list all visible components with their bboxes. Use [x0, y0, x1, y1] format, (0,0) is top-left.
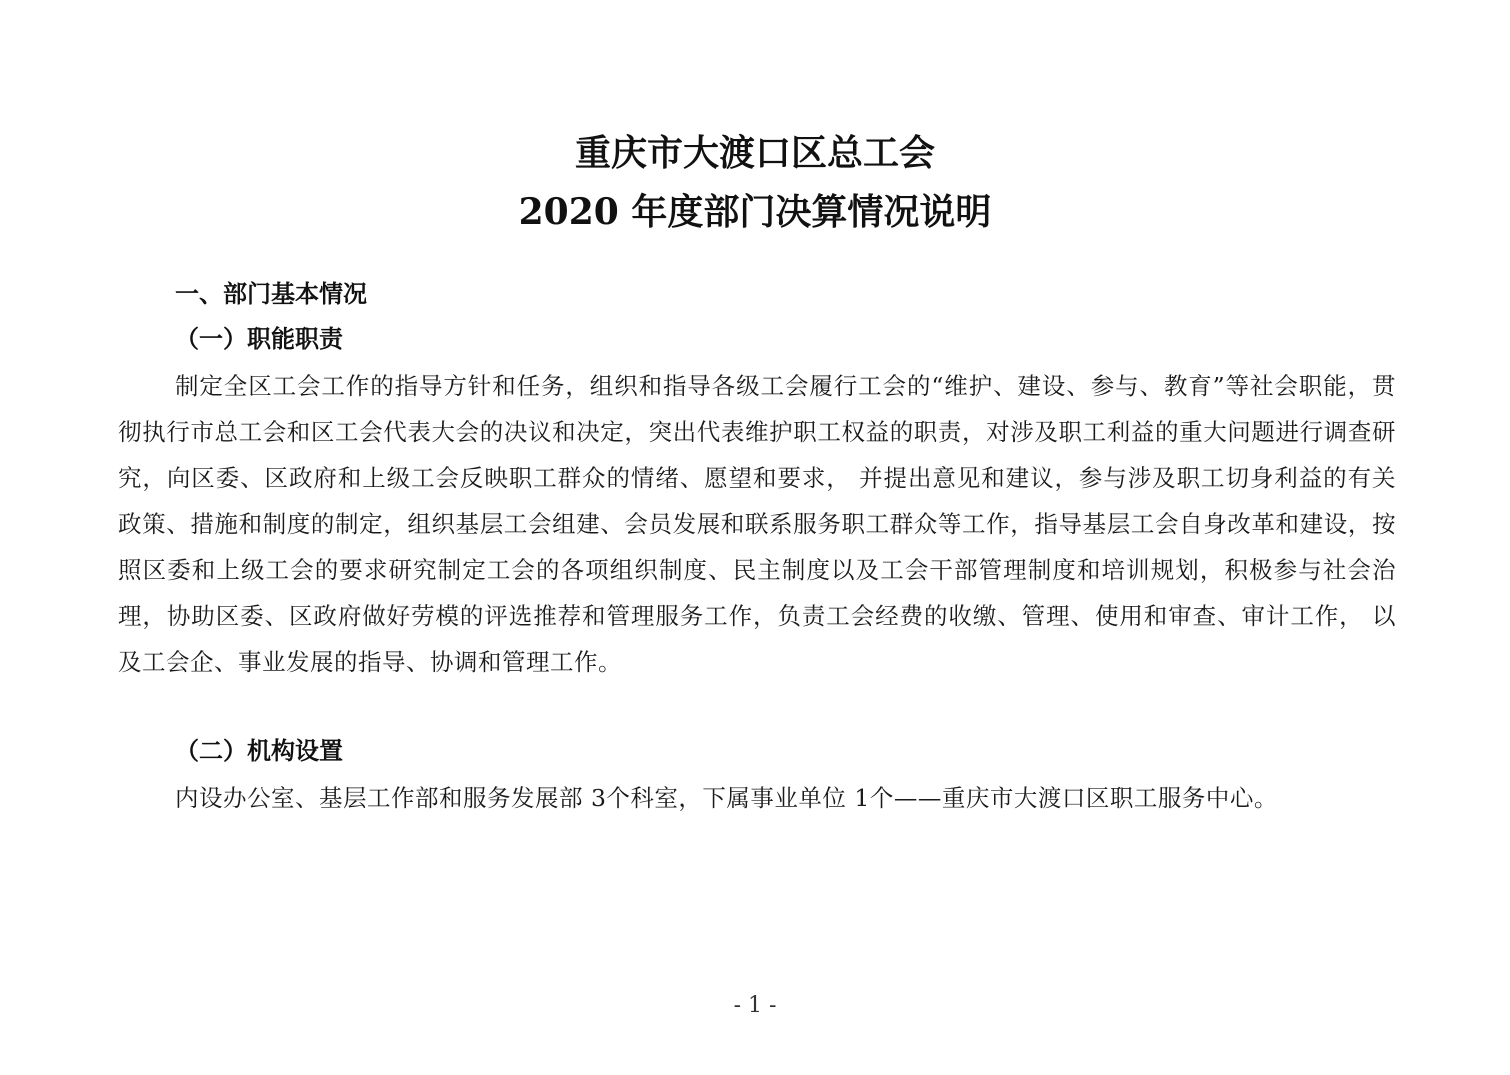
document-title-line2: 2020 年度部门决算情况说明: [518, 191, 992, 233]
section-heading-basic-info: 一、部门基本情况: [175, 280, 367, 308]
paragraph-organization: 内设办公室、基层工作部和服务发展部 3个科室，下属事业单位 1个——重庆市大渡口区职工服务中心。: [175, 784, 1278, 812]
subsection-heading-organization: （二）机构设置: [175, 736, 343, 765]
page-number: - 1 -: [733, 993, 777, 1018]
subsection-heading-duties: （一）职能职责: [175, 324, 343, 353]
document-title-line1: 重庆市大渡口区总工会: [574, 132, 935, 174]
paragraph-duties: 制定全区工会工作的指导方针和任务，组织和指导各级工会履行工会的“维护、建设、参与、教育”等社会职能，贯彻执行市总工会和区工会代表大会的决议和决定，突出代表维护职工权益的职责，对涉及职工利益的重大问题进行调查研究，向区委、区政府和上级工会反映职工群众的情绪、愿望和要求， 并提出意见和建议，参与涉及职工切身利益的有关政策、措施和制度的制定，组织基层工会组建、会员发展和联系服务职工群众等工作，指导基层工会自身改革和建设，按照区委和上级工会的要求研究制定工会的各项组织制度、民主制度以及工会干部管理制度和培训规划，积极参与社会治理，协助区委、区政府做好劳模的评选推荐和管理服务工作，负责工会经费的收缴、管理、使用和审查、审计工作， 以及工会企、事业发展的指导、协调和管理工作。: [118, 372, 1396, 676]
